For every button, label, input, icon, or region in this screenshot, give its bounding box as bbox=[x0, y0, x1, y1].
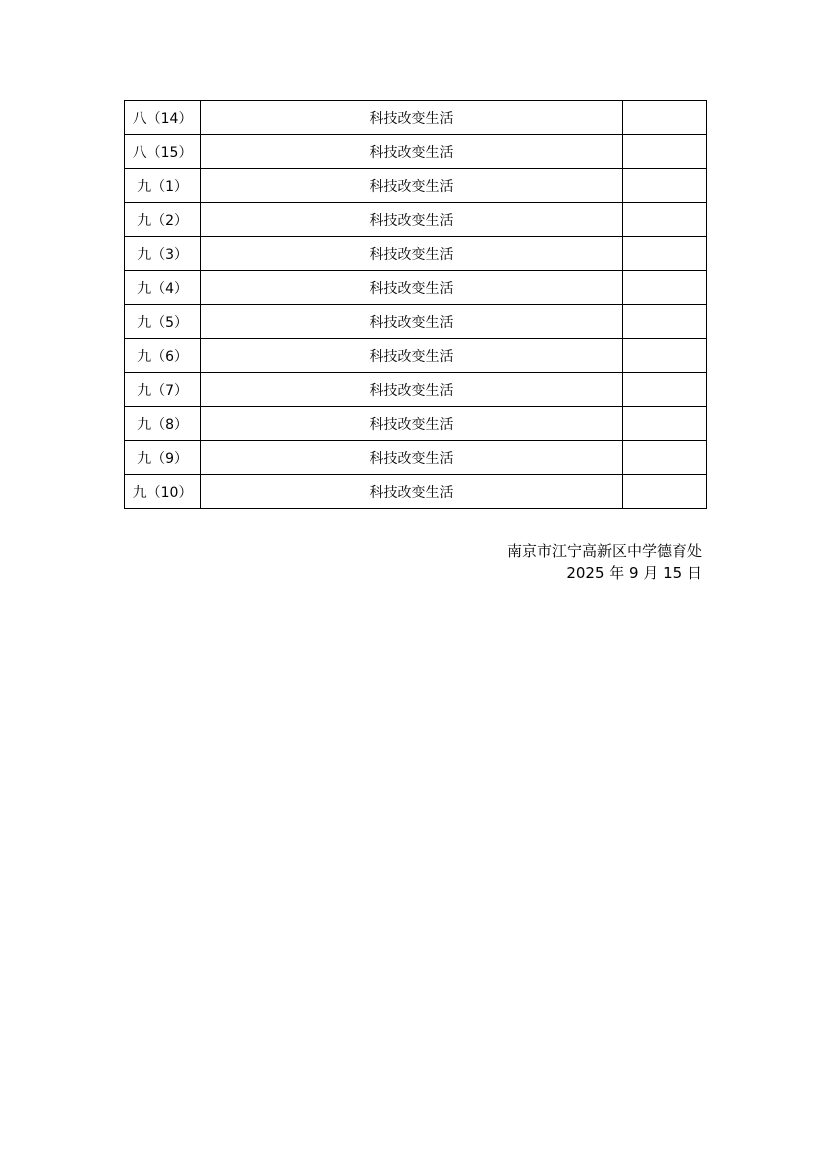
table-row bbox=[125, 203, 707, 237]
remark-cell bbox=[622, 237, 706, 271]
class-cell: 九（9） bbox=[125, 441, 201, 475]
class-cell: 九（7） bbox=[125, 373, 201, 407]
theme-cell: 科技改变生活 bbox=[201, 339, 623, 373]
table-row bbox=[125, 339, 707, 373]
class-cell: 九（5） bbox=[125, 305, 201, 339]
table-row bbox=[125, 169, 707, 203]
theme-cell: 科技改变生活 bbox=[201, 475, 623, 509]
theme-cell: 科技改变生活 bbox=[201, 441, 623, 475]
theme-cell: 科技改变生活 bbox=[201, 203, 623, 237]
class-cell: 八（15） bbox=[125, 135, 201, 169]
class-cell: 九（4） bbox=[125, 271, 201, 305]
table-row bbox=[125, 237, 707, 271]
table-row bbox=[125, 475, 707, 509]
table-row bbox=[125, 271, 707, 305]
signature-date: 2025 年 9 月 15 日 bbox=[566, 564, 702, 582]
signature-organization: 南京市江宁高新区中学德育处 bbox=[506, 542, 702, 560]
remark-cell bbox=[622, 407, 706, 441]
remark-cell bbox=[622, 271, 706, 305]
remark-cell bbox=[622, 373, 706, 407]
table-row bbox=[125, 441, 707, 475]
class-cell: 九（3） bbox=[125, 237, 201, 271]
theme-cell: 科技改变生活 bbox=[201, 237, 623, 271]
remark-cell bbox=[622, 339, 706, 373]
remark-cell bbox=[622, 101, 706, 135]
class-cell: 八（14） bbox=[125, 101, 201, 135]
class-cell: 九（6） bbox=[125, 339, 201, 373]
theme-cell: 科技改变生活 bbox=[201, 169, 623, 203]
theme-cell: 科技改变生活 bbox=[201, 101, 623, 135]
class-theme-table bbox=[124, 100, 707, 509]
theme-cell: 科技改变生活 bbox=[201, 305, 623, 339]
remark-cell bbox=[622, 203, 706, 237]
theme-cell: 科技改变生活 bbox=[201, 135, 623, 169]
class-cell: 九（8） bbox=[125, 407, 201, 441]
remark-cell bbox=[622, 169, 706, 203]
class-cell: 九（10） bbox=[125, 475, 201, 509]
class-cell: 九（1） bbox=[125, 169, 201, 203]
signature-block bbox=[507, 540, 702, 584]
theme-cell: 科技改变生活 bbox=[201, 407, 623, 441]
class-cell: 九（2） bbox=[125, 203, 201, 237]
table-row bbox=[125, 135, 707, 169]
table-row bbox=[125, 373, 707, 407]
table-row bbox=[125, 305, 707, 339]
theme-cell: 科技改变生活 bbox=[201, 271, 623, 305]
remark-cell bbox=[622, 305, 706, 339]
table-row bbox=[125, 407, 707, 441]
remark-cell bbox=[622, 475, 706, 509]
remark-cell bbox=[622, 135, 706, 169]
remark-cell bbox=[622, 441, 706, 475]
theme-cell: 科技改变生活 bbox=[201, 373, 623, 407]
table-row bbox=[125, 101, 707, 135]
